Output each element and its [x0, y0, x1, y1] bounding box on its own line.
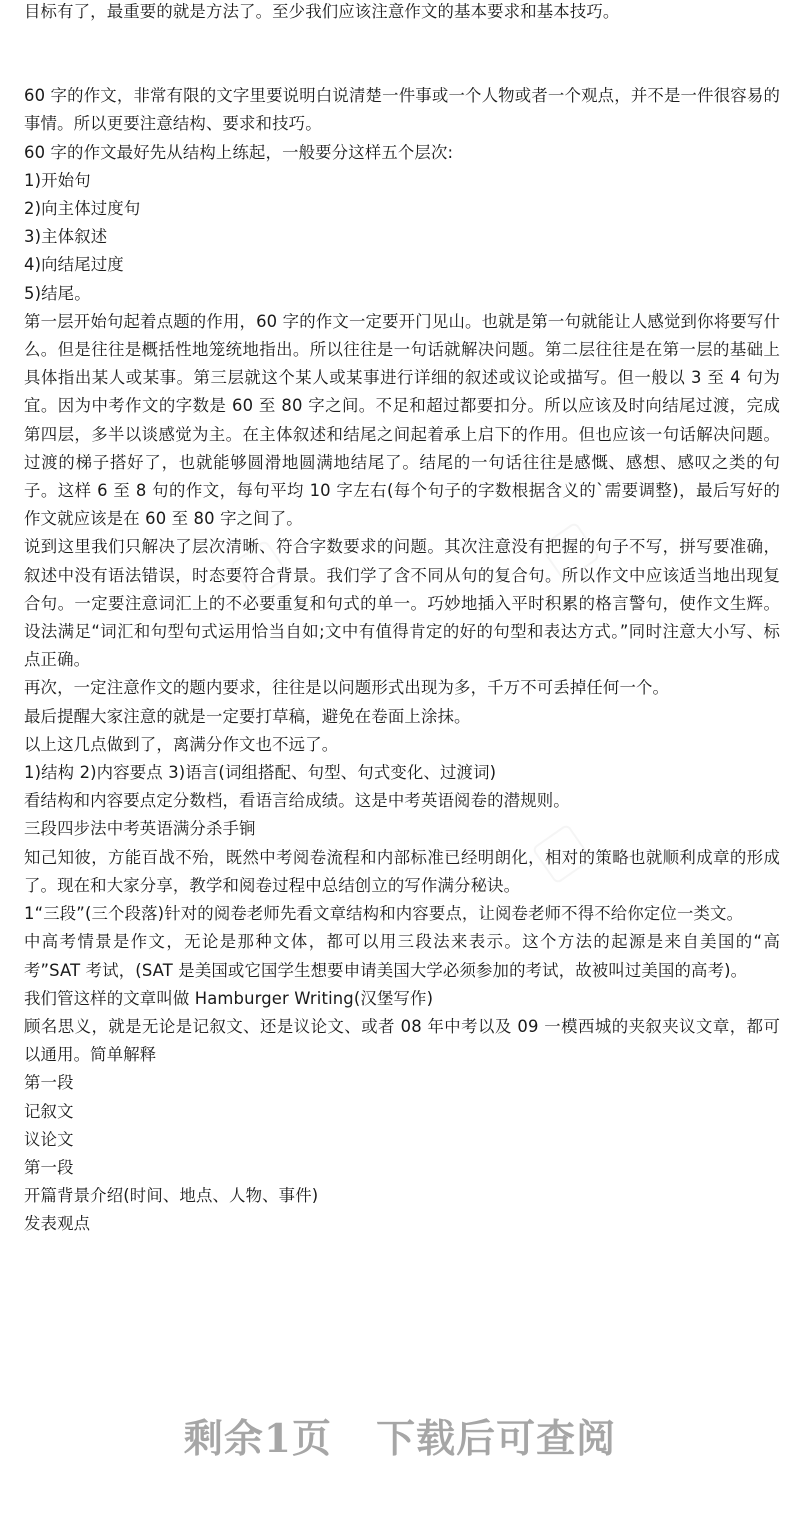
list-item: 3)主体叙述: [24, 227, 108, 247]
paragraph: 说到这里我们只解决了层次清晰、符合字数要求的问题。其次注意没有把握的句子不写，拼写要准确，叙述中没有语法错误，时态要符合背景。我们学了含不同从句的复合句。所以作文中应该适当地出现复合句。一定要注意词汇上的不必要重复和句式的单一。巧妙地插入平时积累的格言警句，使作文生辉。设法满足“词汇和句型句式运用恰当自如;文中有值得肯定的好的句型和表达方式。”同时注意大小写、标点正确。: [24, 537, 780, 670]
paragraph: 第一层开始句起着点题的作用，60 字的作文一定要开门见山。也就是第一句就能让人感觉到你将要写什么。但是往往是概括性地笼统地指出。所以往往是一句话就解决问题。第二层往往是在第一层的基础上具体指出某人或某事。第三层就这个某人或某事进行详细的叙述或议论或描写。但一般以 3 至 4 句为宜。因为中考作文的字数是 60 至 80 字之间。不足和超过都要扣分。所以应该及时向结尾过渡，完成第四层，多半以谈感觉为主。在主体叙述和结尾之间起着承上启下的作用。但也应该一句话解决问题。过渡的梯子搭好了，也就能够圆滑地圆满地结尾了。结尾的一句话往往是感慨、感想、感叹之类的句子。这样 6 至 8 句的作文，每句平均 10 字左右(每个句子的字数根据含义的`需要调整)，最后写好的作文就应该是在 60 至 80 字之间了。: [24, 311, 780, 529]
paragraph: 60 字的作文，非常有限的文字里要说明白说清楚一件事或一个人物或者一个观点，并不是一件很容易的事情。所以更要注意结构、要求和技巧。: [24, 86, 780, 134]
remaining-pages-label: 剩余1页: [183, 1416, 333, 1462]
paragraph-gap: [24, 26, 780, 82]
paragraph: 最后提醒大家注意的就是一定要打草稿，避免在卷面上涂抹。: [24, 706, 471, 726]
list-item: 2)向主体过度句: [24, 199, 141, 219]
list-item: 1)开始句: [24, 170, 91, 190]
document-body: [24, 0, 780, 1239]
download-to-view-label[interactable]: 下载后可查阅: [376, 1416, 617, 1462]
paragraph: 目标有了，最重要的就是方法了。至少我们应该注意作文的基本要求和基本技巧。: [24, 2, 620, 21]
paragraph: 第一段: [24, 1157, 74, 1177]
paragraph: 知己知彼，方能百战不殆，既然中考阅卷流程和内部标准已经明朗化，相对的策略也就顺利成章的形成了。现在和大家分享，教学和阅卷过程中总结创立的写作满分秘诀。: [24, 847, 780, 895]
paragraph: 开篇背景介绍(时间、地点、人物、事件): [24, 1186, 319, 1206]
list-item: 5)结尾。: [24, 283, 91, 303]
section-heading: 三段四步法中考英语满分杀手锏: [24, 819, 256, 839]
paragraph: 60 字的作文最好先从结构上练起，一般要分这样五个层次:: [24, 142, 454, 162]
paragraph: 第一段: [24, 1073, 74, 1093]
paragraph: 中高考情景是作文，无论是那种文体，都可以用三段法来表示。这个方法的起源是来自美国的“高考”SAT 考试，(SAT 是美国或它国学生想要申请美国大学必须参加的考试，故被叫过美国的高考)。: [24, 932, 780, 980]
download-banner[interactable]: [0, 1408, 800, 1468]
paragraph: 1)结构 2)内容要点 3)语言(词组搭配、句型、句式变化、过渡词): [24, 763, 497, 783]
paragraph: 再次，一定注意作文的题内要求，往往是以问题形式出现为多，千万不可丢掉任何一个。: [24, 678, 670, 698]
paragraph: 发表观点: [24, 1214, 91, 1234]
paragraph: 顾名思义，就是无论是记叙文、还是议论文、或者 08 年中考以及 09 一模西城的夹叙夹议文章，都可以通用。简单解释: [24, 1016, 780, 1065]
paragraph: 议论文: [24, 1129, 74, 1149]
paragraph: 看结构和内容要点定分数档，看语言给成绩。这是中考英语阅卷的潜规则。: [24, 791, 570, 811]
paragraph: 我们管这样的文章叫做 Hamburger Writing(汉堡写作): [24, 988, 434, 1008]
list-item: 4)向结尾过度: [24, 255, 124, 275]
paragraph: 记叙文: [24, 1101, 74, 1121]
paragraph: 以上这几点做到了，离满分作文也不远了。: [24, 734, 339, 754]
paragraph: 1“三段”(三个段落)针对的阅卷老师先看文章结构和内容要点，让阅卷老师不得不给你定位一类文。: [24, 904, 744, 924]
